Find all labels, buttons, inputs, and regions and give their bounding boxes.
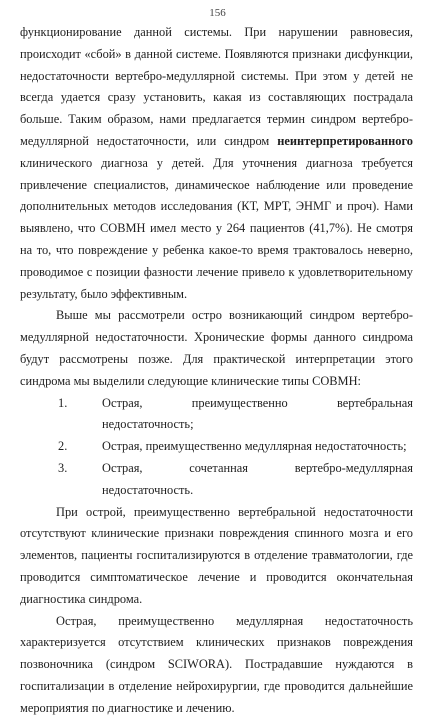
list-item-number: 1. [58,395,68,410]
list-item-text: Острая, сочетанная вертебро-медуллярная недостаточность. [102,460,413,497]
list-item-number: 2. [58,439,68,454]
paragraph-1-end: клинического диагноза у детей. Для уточнения диагноза требуется привлечение специалистов, динамическое наблюдение или проведение дополнительных методов исследования (КТ, МРТ, ЭНМГ и проч). Нами выявлено, что СОВМН имел место у 264 пациентов (41,7%). Не смотря на то, что повреждение у ребенка какое-то время трактовалось неверно, проводимое с позиции фазности лечение привело к удовлетворительному результату, было эффективным. [20,155,413,301]
page-number: 156 [209,7,226,19]
paragraph-2: Выше мы рассмотрели остро возникающий синдром вертебро-медуллярной недостаточности. Хронические формы данного синдрома будут рассмотрены позже. Для практической интерпретации этого синдрома мы выделили следующие клинические типы СОВМН: [20,308,413,388]
paragraph-1 [20,22,413,305]
body-text [20,22,413,720]
paragraph-4: Острая, преимущественно медуллярная недостаточность характеризуется отсутствием клинических признаков повреждения позвоночника (синдром SCIWORA). Пострадавшие нуждаются в госпитализации в отделение нейрохирургии, где проводится дальнейшие мероприятия по диагностике и лечению. [20,613,413,715]
list-item [20,393,413,437]
paragraph-1-start: функционирование данной системы. При нарушении равновесия, происходит «сбой» в данной системе. Появляются признаки дисфункции, недостаточности вертебро-медуллярной системы. При этом у детей не всегда удается сразу установить, какая из составляющих пострадала больше. Таким образом, нами предлагается термин синдром вертебро-медуллярной недостаточности, или синдром [20,25,413,148]
list-item [20,458,413,502]
bold-term: неинтерпретированного [277,133,413,148]
list-item [20,436,413,458]
list-item-text: Острая, преимущественно медуллярная недостаточность; [102,439,407,454]
paragraph-3: При острой, преимущественно вертебральной недостаточности отсутствуют клинические признаки повреждения спинного мозга и его элементов, пациенты госпитализируются в отделение травматологии, где проводится симптоматическое лечение и проводится окончательная диагностика синдрома. [20,504,413,606]
clinical-types-list [20,393,413,502]
list-item-number: 3. [58,460,68,475]
list-item-text: Острая, преимущественно вертебральная недостаточность; [102,395,413,432]
